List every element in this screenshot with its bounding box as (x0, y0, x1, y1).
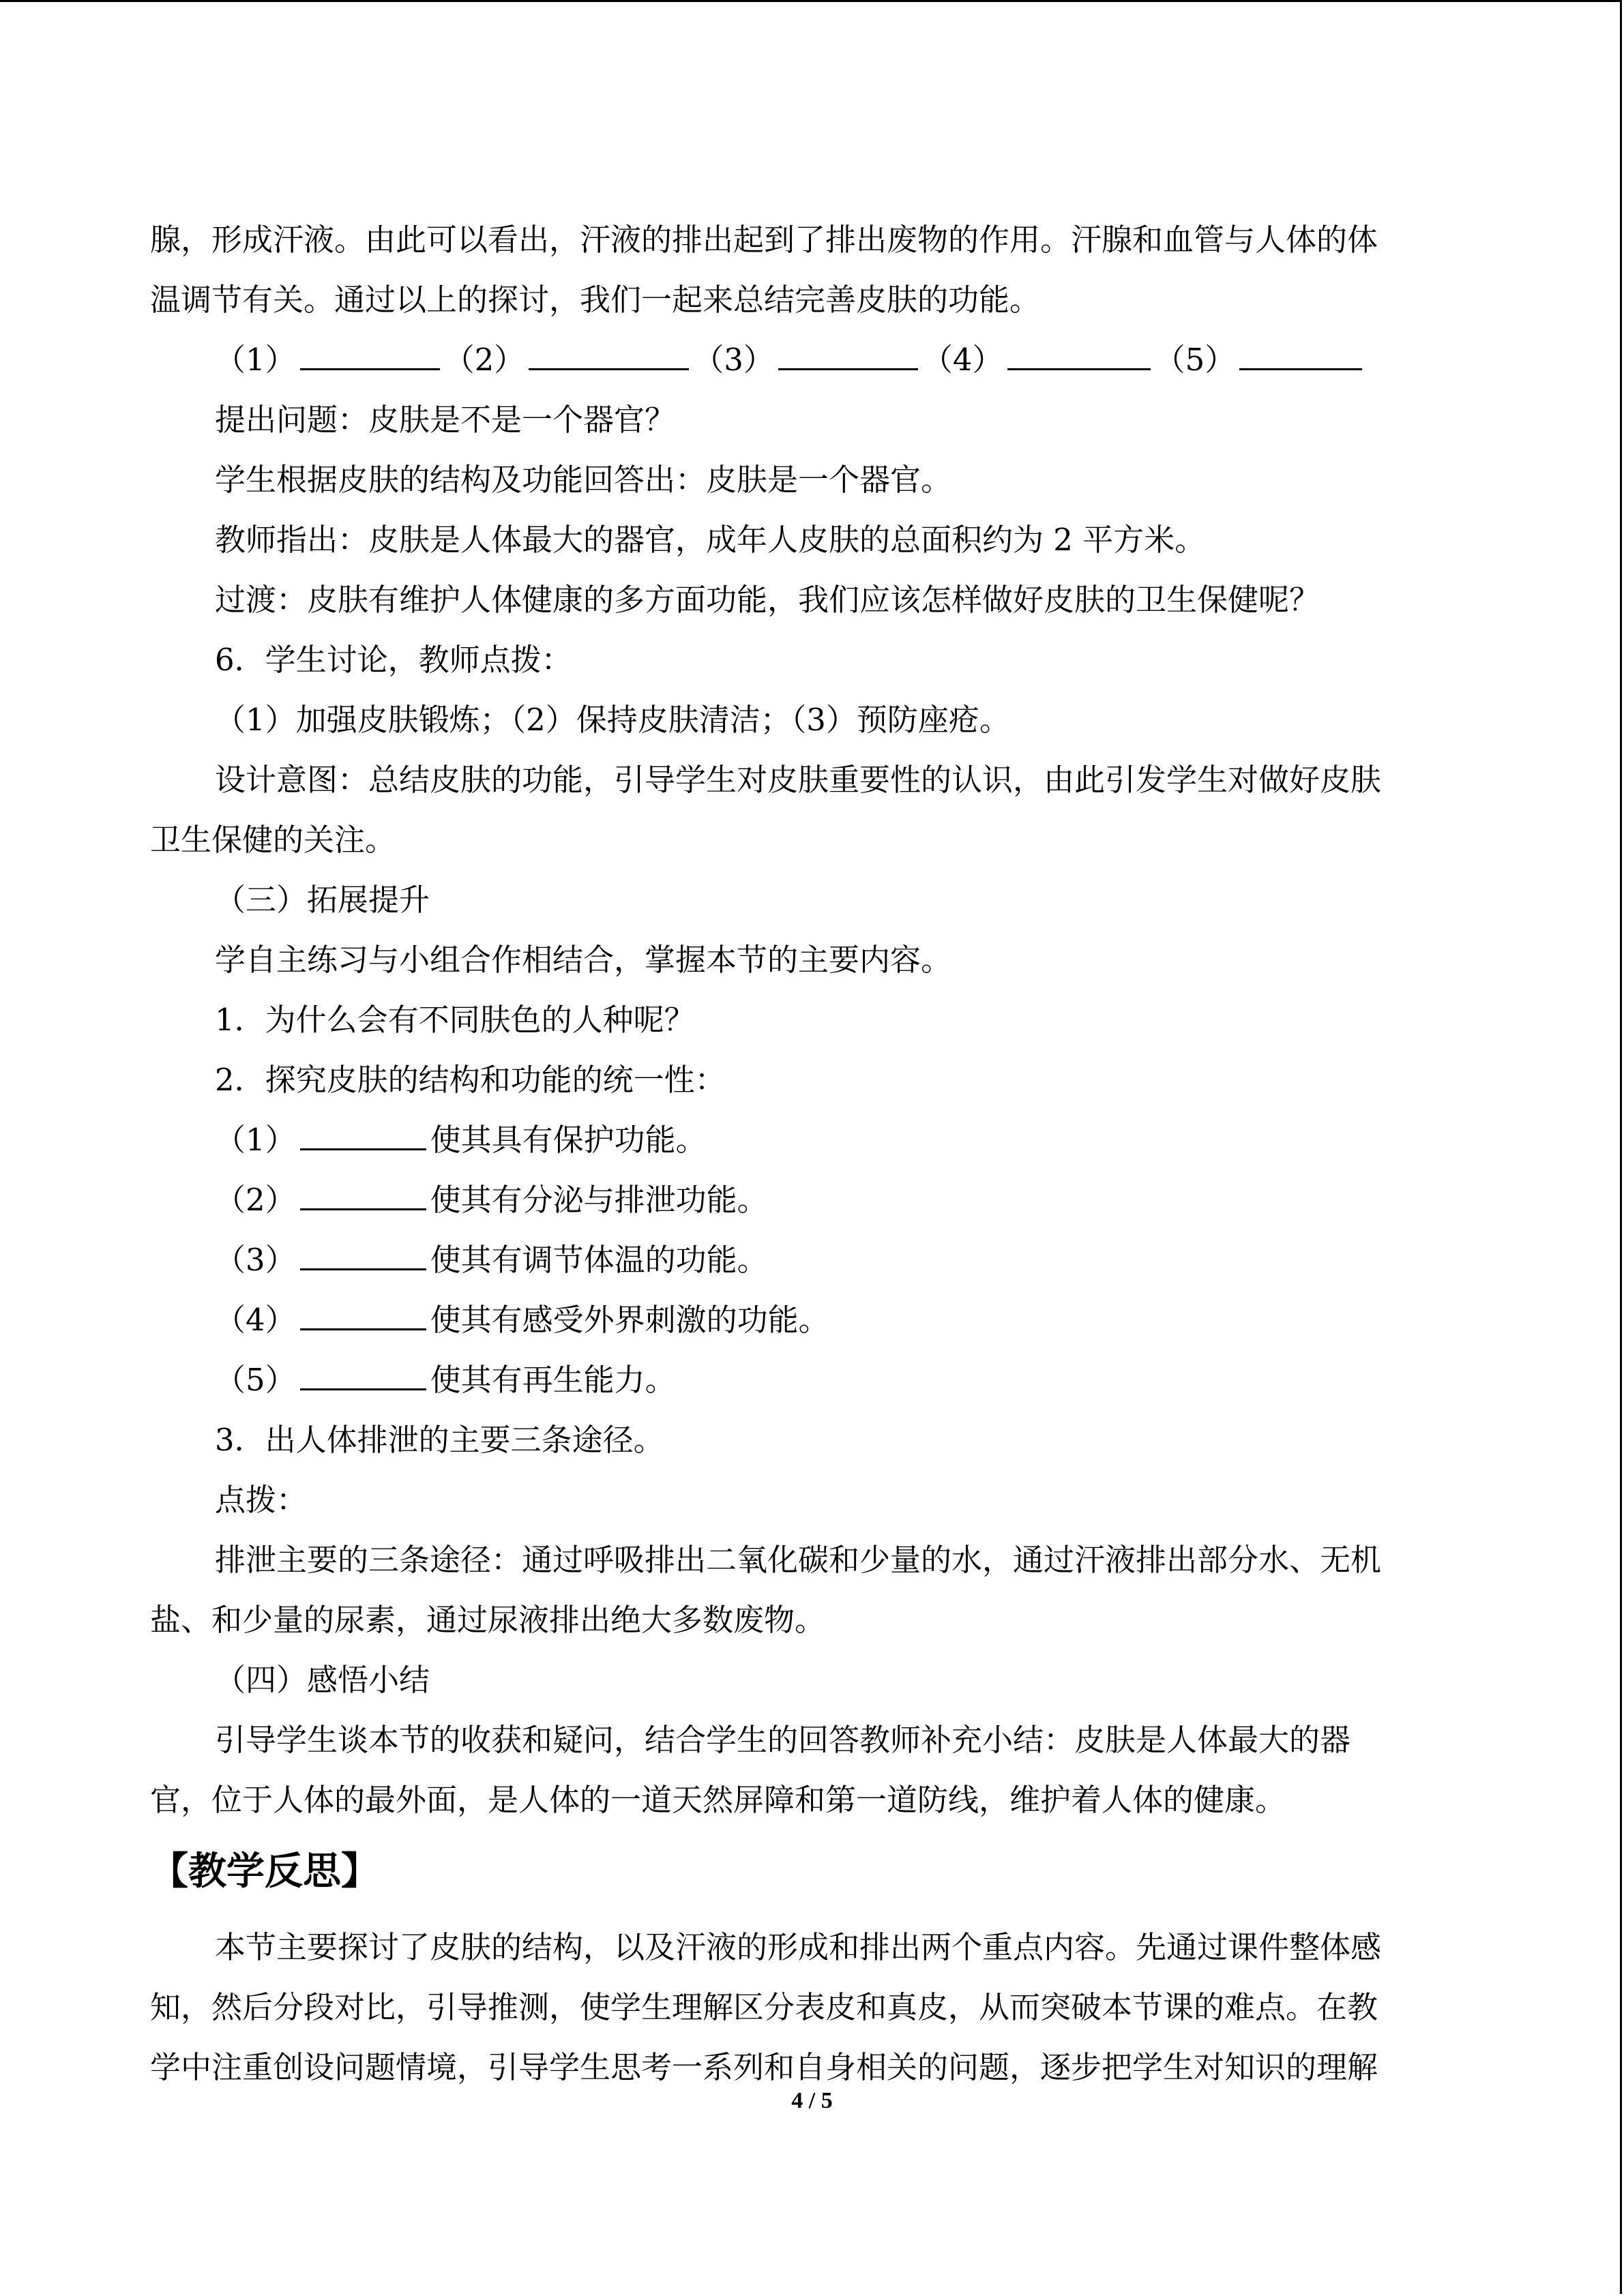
blank-line (778, 334, 918, 370)
paragraph-line: 学中注重创设问题情境，引导学生思考一系列和自身相关的问题，逐步把学生对知识的理解 (150, 2049, 1378, 2085)
list-item (150, 1230, 1460, 1290)
blank-line (300, 1294, 426, 1330)
question: 3．出人体排泄的主要三条途径。 (215, 1422, 664, 1458)
blank-line (1239, 334, 1362, 370)
paragraph-line: 6．学生讨论，教师点拨： (215, 642, 572, 678)
paragraph-line: 引导学生谈本节的收获和疑问，结合学生的回答教师补充小结：皮肤是人体最大的器 (215, 1722, 1351, 1758)
question: 1．为什么会有不同肤色的人种呢？ (215, 1002, 695, 1038)
blank-label: （2） (443, 342, 525, 378)
blank-line (300, 1234, 426, 1270)
blank-label: （5） (1154, 342, 1236, 378)
paragraph-line: 设计意图：总结皮肤的功能，引导学生对皮肤重要性的认识，由此引发学生对做好皮肤 (215, 762, 1382, 798)
blank-line (300, 1354, 426, 1390)
paragraph-line: 提出问题：皮肤是不是一个器官？ (215, 402, 676, 438)
paragraph-line: 温调节有关。通过以上的探讨，我们一起来总结完善皮肤的功能。 (150, 282, 1041, 318)
question: 2．探究皮肤的结构和功能的统一性： (215, 1062, 726, 1098)
blank-label: （1） (215, 342, 296, 378)
item-text: 使其有分泌与排泄功能。 (430, 1182, 768, 1218)
blank-label: （4） (921, 342, 1003, 378)
item-text: 使其有感受外界刺激的功能。 (430, 1302, 829, 1338)
paragraph-line: 知，然后分段对比，引导推测，使学生理解区分表皮和真皮，从而突破本节课的难点。在教 (150, 1989, 1378, 2025)
list-item (150, 1170, 1460, 1230)
paragraph-line: 腺，形成汗液。由此可以看出，汗液的排出起到了排出废物的作用。汗腺和血管与人体的体 (150, 222, 1378, 258)
blank-line (300, 1174, 426, 1210)
list-item (150, 1290, 1460, 1350)
paragraph-line: （1）加强皮肤锻炼；（2）保持皮肤清洁；（3）预防座疮。 (215, 702, 1010, 738)
item-text: 使其具有保护功能。 (430, 1122, 707, 1158)
paragraph-line: 教师指出：皮肤是人体最大的器官，成年人皮肤的总面积约为 2 平方米。 (215, 522, 1206, 558)
document-body (150, 210, 1460, 2098)
paragraph-line: 官，位于人体的最外面，是人体的一道天然屏障和第一道防线，维护着人体的健康。 (150, 1782, 1286, 1818)
paragraph-line: 学生根据皮肤的结构及功能回答出：皮肤是一个器官。 (215, 462, 952, 498)
section-title: （四）感悟小结 (215, 1662, 430, 1698)
tip-label: 点拨： (215, 1482, 308, 1518)
list-item (150, 1350, 1460, 1410)
item-text: 使其有再生能力。 (430, 1362, 676, 1398)
blank-line (300, 334, 440, 370)
item-number: （4） (215, 1302, 296, 1338)
paragraph-line: 排泄主要的三条途径：通过呼吸排出二氧化碳和少量的水，通过汗液排出部分水、无机 (215, 1542, 1382, 1578)
item-number: （1） (215, 1122, 296, 1158)
paragraph-line: 本节主要探讨了皮肤的结构，以及汗液的形成和排出两个重点内容。先通过课件整体感 (215, 1929, 1382, 1965)
blank-line (300, 1114, 426, 1150)
paragraph-line: 卫生保健的关注。 (150, 822, 396, 858)
list-item (150, 1110, 1460, 1170)
item-number: （2） (215, 1182, 296, 1218)
fill-blank-row (150, 330, 1460, 390)
page-number: 4 / 5 (791, 2088, 833, 2113)
item-text: 使其有调节体温的功能。 (430, 1242, 768, 1278)
blank-line (529, 334, 689, 370)
blank-label: （3） (693, 342, 774, 378)
item-number: （3） (215, 1242, 296, 1278)
paragraph-line: 学自主练习与小组合作相结合，掌握本节的主要内容。 (215, 942, 952, 978)
reflection-body (150, 1918, 1460, 2098)
section-title: （三）拓展提升 (215, 882, 430, 918)
paragraph-line: 盐、和少量的尿素，通过尿液排出绝大多数废物。 (150, 1602, 826, 1638)
paragraph-line: 过渡：皮肤有维护人体健康的多方面功能，我们应该怎样做好皮肤的卫生保健呢？ (215, 582, 1320, 618)
reflection-heading: 【教学反思】 (150, 1849, 379, 1894)
item-number: （5） (215, 1362, 296, 1398)
blank-line (1007, 334, 1151, 370)
